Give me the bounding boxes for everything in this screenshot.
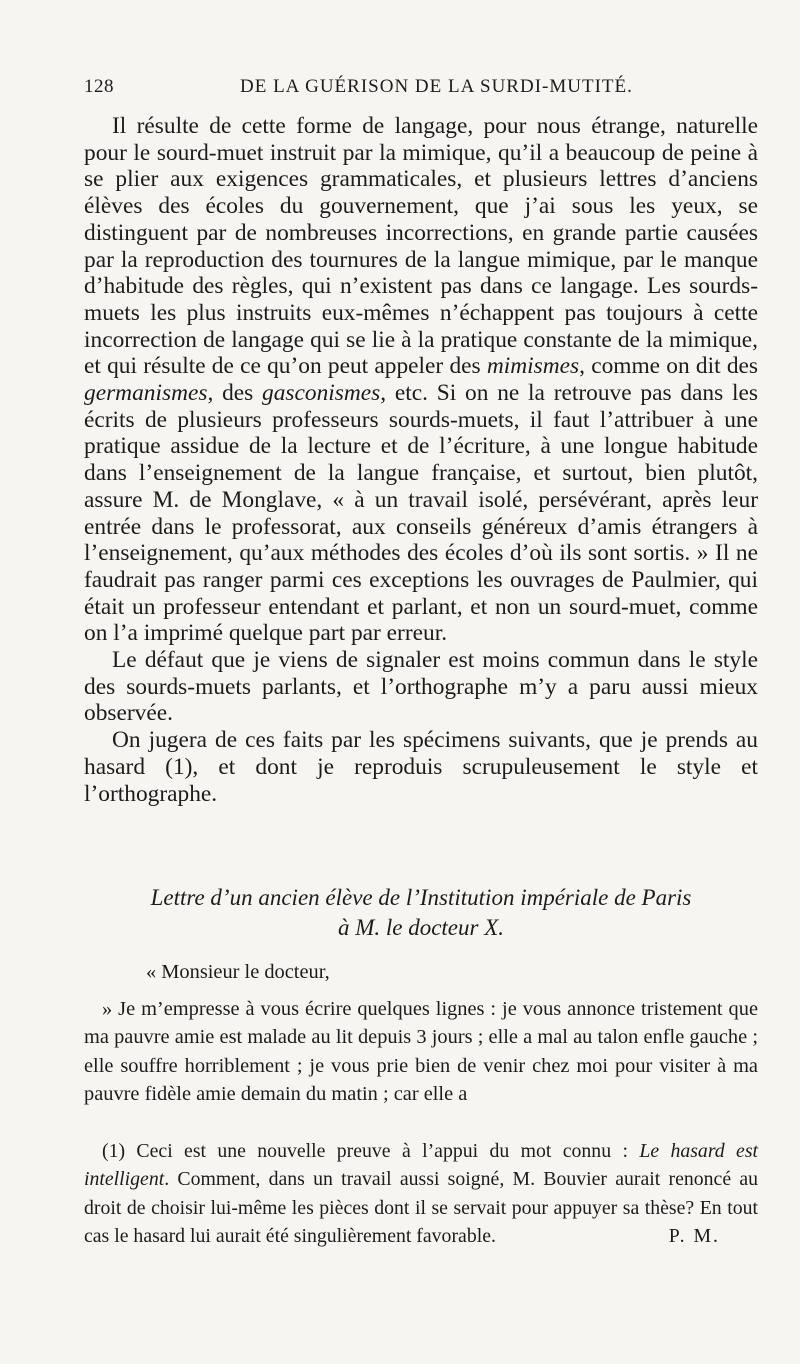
italic-mimismes: mimismes [486, 353, 580, 380]
letter-heading-line-1: Lettre d’un ancien élève de l’Institution impériale de Paris [150, 885, 692, 910]
footnote-text-b: . Comment, dans un travail aussi soigné, M. Bouvier aurait renoncé au droit de choisir lui-même les pièces dont il se servait pour appuyer sa thèse? En tout cas le hasard lui aurait été singulièrement favorable. [84, 1168, 758, 1248]
footnote-quote: Le hasard est intelligent [84, 1140, 759, 1191]
footnote-text [84, 1137, 758, 1251]
running-title: DE LA GUÉRISON DE LA SURDI-MUTITÉ. [240, 76, 633, 97]
footnote-mark: (1) [102, 1140, 126, 1162]
paragraph-1-text-d: , etc. Si on ne la retrouve pas dans les écrits de plusieurs professeurs sourds-muets, il faut l’attribuer à une pratique assidue de la lecture et de l’écriture, à une longue habitude dans l’enseignement de la langue française, et surtout, bien plutôt, assure M. de Monglave, « à un travail isolé, persévérant, après leur entrée dans le professorat, aux conseils généreux d’amis étrangers à l’enseignement, qu’aux méthodes des écoles d’où ils sont sortis. » Il ne faudrait pas ranger parmi ces exceptions les ouvrages de Paulmier, qui était un professeur entendant et parlant, et non un sourd-muet, comme on l’a imprimé quelque part par erreur. [84, 380, 758, 647]
letter-body [84, 958, 758, 1109]
italic-germanismes: germanismes [84, 380, 208, 407]
paragraph-1-text-c: , des [207, 380, 263, 407]
letter-salutation: « Monsieur le docteur, [146, 961, 330, 983]
footnote [84, 1137, 758, 1251]
letter-text: » Je m’empresse à vous écrire quelques lignes : je vous annonce tristement que ma pauvre amie est malade au lit depuis 3 jours ; elle a mal au talon enfle gauche ; elle souffre horriblement ; je vous prie bien de venir chez moi pour visiter à ma pauvre fidèle amie demain du matin ; car elle a [84, 997, 758, 1105]
page-number: 128 [84, 76, 114, 97]
main-text [84, 113, 758, 807]
paragraph-1-text-b: , comme on dit des [579, 353, 758, 380]
paragraph-1 [84, 113, 758, 647]
italic-gasconismes: gasconismes [262, 380, 381, 407]
letter-heading-line-2: à M. le docteur X. [337, 915, 505, 940]
paragraph-1-text-a: Il résulte de cette forme de langage, pour nous étrange, naturelle pour le sourd-muet instruit par la mimique, qu’il a beaucoup de peine à se plier aux exigences grammaticales, et plusieurs lettres d’anciens élèves des écoles du gouvernement, que j’ai sous les yeux, se distinguent par de nombreuses incorrections, en grande partie causées par la reproduction des tournures de la langue mimique, par le manque d’habitude des règles, qui n’existent pas dans ce langage. Les sourds-muets les plus instruits eux-mêmes n’échappent pas toujours à cette incorrection de langage qui se lie à la pratique constante de la mimique, et qui résulte de ce qu’on peut appeler des [84, 113, 758, 380]
letter-heading [84, 883, 758, 943]
paragraph-3: On jugera de ces faits par les spécimens suivants, que je prends au hasard (1), et dont je reproduis scrupuleusement le style et l’orthographe. [84, 727, 758, 807]
footnote-text-a: Ceci est une nouvelle preuve à l’appui du mot connu : [125, 1140, 640, 1162]
paragraph-2: Le défaut que je viens de signaler est moins commun dans le style des sourds-muets parlants, et l’orthographe m’y a paru aussi mieux observée. [84, 647, 758, 727]
footnote-signature: P. M. [668, 1225, 720, 1248]
